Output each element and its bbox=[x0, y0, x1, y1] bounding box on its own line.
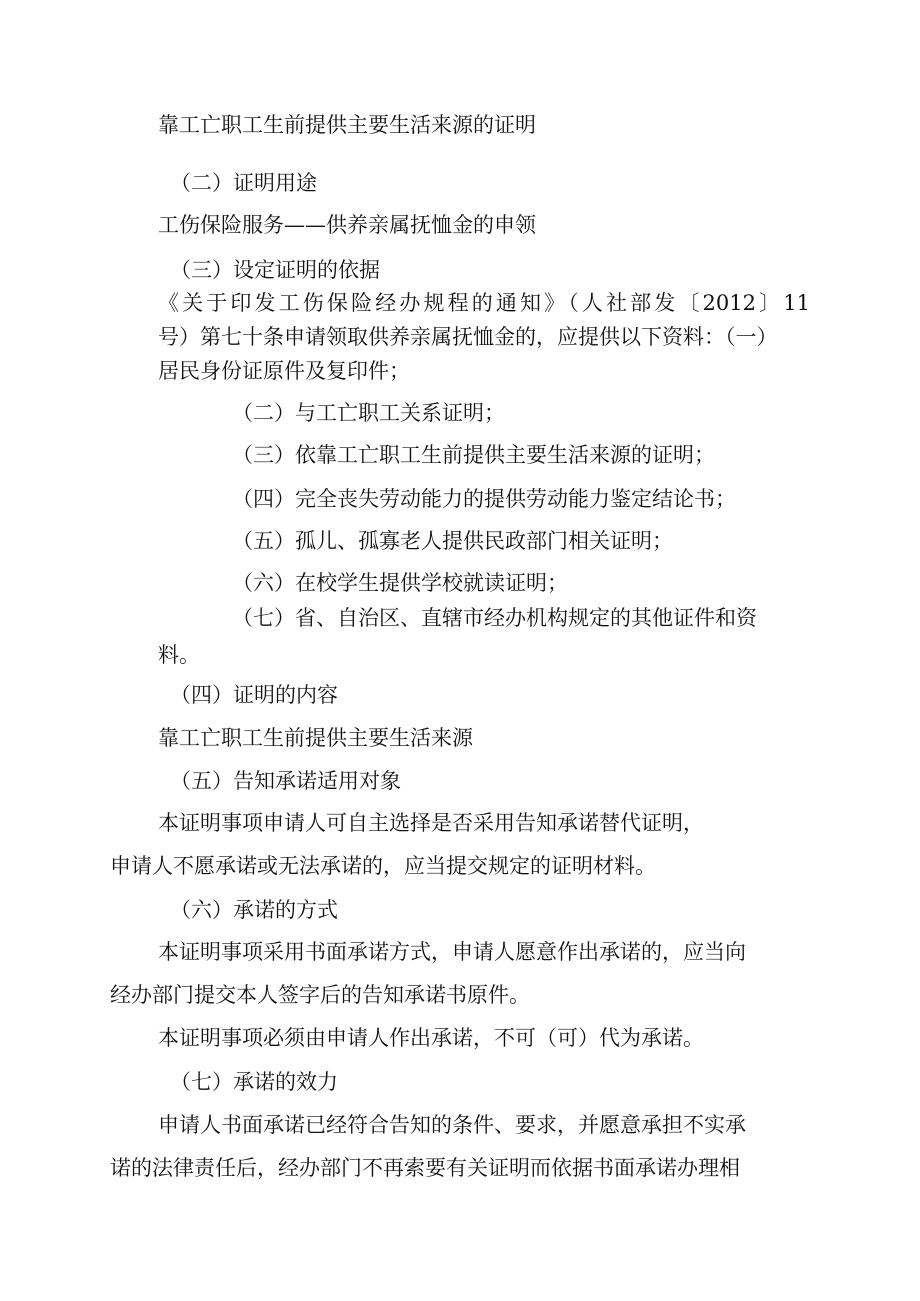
section-heading-content: （四）证明的内容 bbox=[170, 683, 338, 707]
body-line: 诺的法律责任后，经办部门不再索要有关证明而依据书面承诺办理相 bbox=[110, 1156, 740, 1180]
body-line: 靠工亡职工生前提供主要生活来源 bbox=[158, 726, 473, 750]
body-line: 本证明事项申请人可自主选择是否采用告知承诺替代证明， bbox=[158, 811, 704, 835]
list-item: （二）与工亡职工关系证明； bbox=[232, 401, 505, 425]
body-line: 《关于印发工伤保险经办规程的通知》（人社部发〔2012〕11 bbox=[158, 291, 810, 315]
body-line: 经办部门提交本人签字后的告知承诺书原件。 bbox=[110, 983, 530, 1007]
list-item: （三）依靠工亡职工生前提供主要生活来源的证明； bbox=[232, 443, 715, 467]
body-line: 号）第七十条申请领取供养亲属抚恤金的，应提供以下资料：（一） bbox=[158, 325, 778, 349]
body-line: 居民身份证原件及复印件； bbox=[158, 359, 410, 383]
section-heading-method: （六）承诺的方式 bbox=[170, 898, 338, 922]
list-item: （六）在校学生提供学校就读证明； bbox=[232, 571, 568, 595]
list-item: （七）省、自治区、直辖市经办机构规定的其他证件和资 bbox=[232, 606, 757, 630]
list-item: （四）完全丧失劳动能力的提供劳动能力鉴定结论书； bbox=[232, 487, 736, 511]
section-heading-basis: （三）设定证明的依据 bbox=[170, 258, 380, 282]
body-line: 申请人不愿承诺或无法承诺的，应当提交规定的证明材料。 bbox=[110, 854, 656, 878]
body-line: 本证明事项必须由申请人作出承诺，不可（可）代为承诺。 bbox=[158, 1026, 704, 1050]
body-line: 本证明事项采用书面承诺方式，申请人愿意作出承诺的，应当向 bbox=[158, 940, 746, 964]
section-heading-effect: （七）承诺的效力 bbox=[170, 1070, 338, 1094]
body-line: 靠工亡职工生前提供主要生活来源的证明 bbox=[158, 113, 536, 137]
section-heading-scope: （五）告知承诺适用对象 bbox=[170, 769, 401, 793]
body-line: 工伤保险服务——供养亲属抚恤金的申领 bbox=[158, 213, 536, 237]
list-item: （五）孤儿、孤寡老人提供民政部门相关证明； bbox=[232, 529, 673, 553]
section-heading-purpose: （二）证明用途 bbox=[170, 171, 317, 195]
body-line: 申请人书面承诺已经符合告知的条件、要求，并愿意承担不实承 bbox=[158, 1113, 746, 1137]
list-item-continuation: 料。 bbox=[158, 643, 200, 667]
